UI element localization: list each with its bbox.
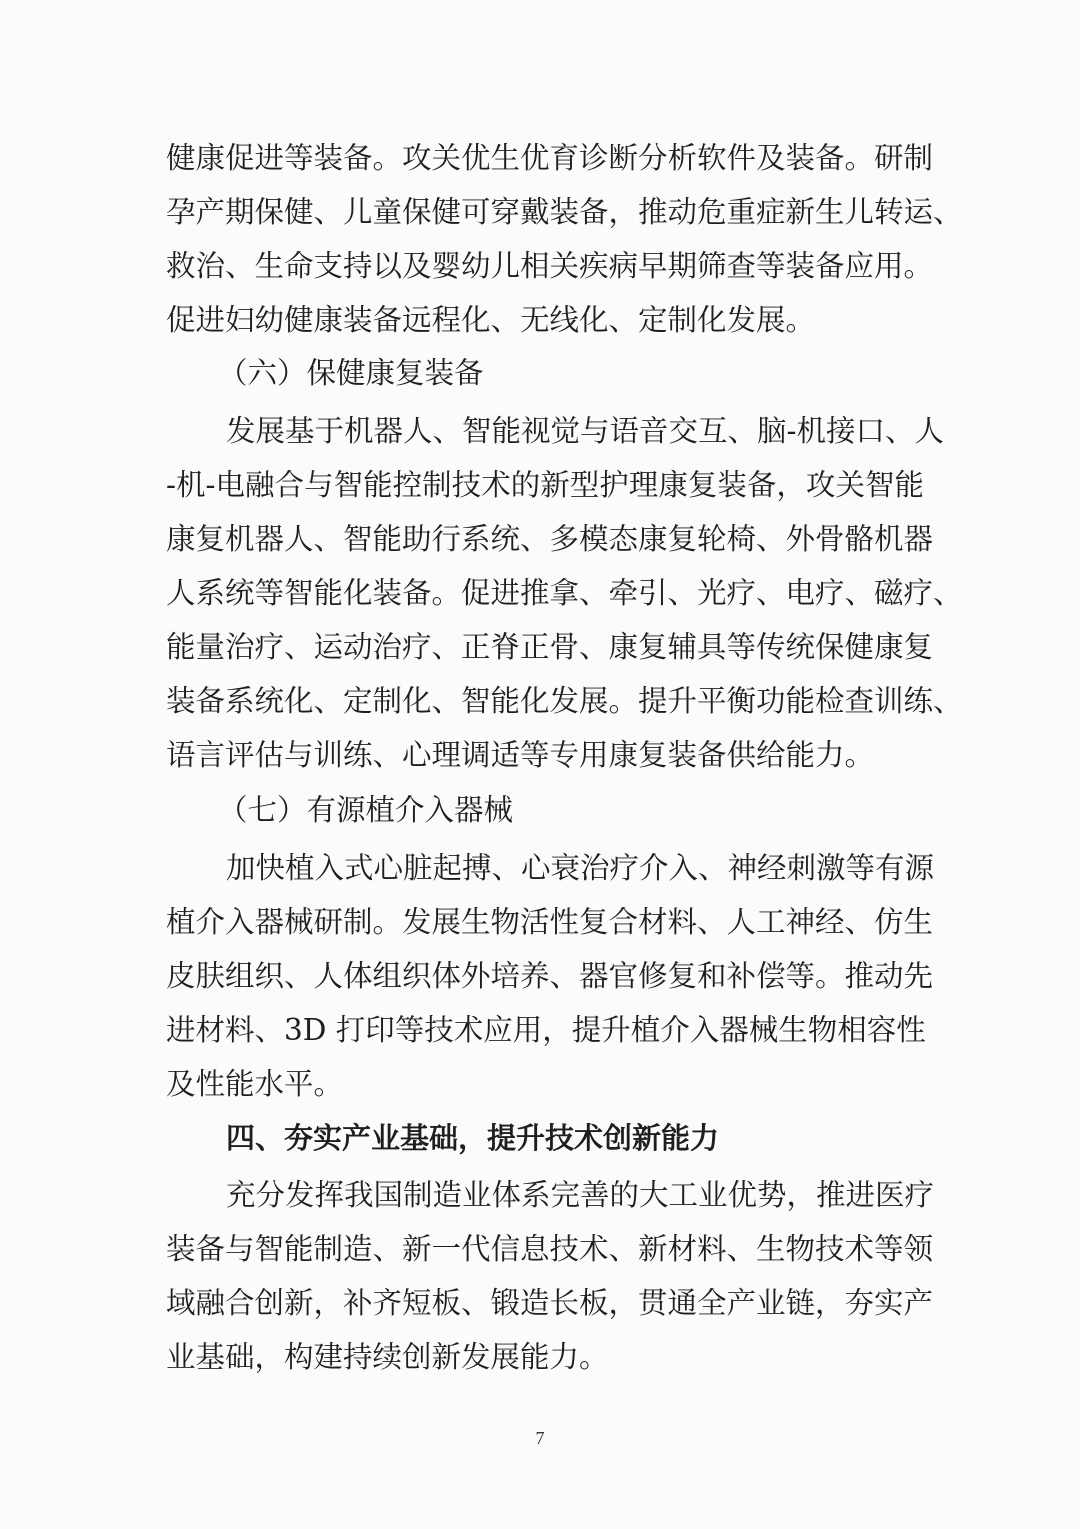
paragraph-line: 康复机器人、智能助行系统、多模态康复轮椅、外骨骼机器 bbox=[166, 522, 934, 556]
page-number: 7 bbox=[535, 1428, 545, 1448]
paragraph-line: 发展基于机器人、智能视觉与语音交互、脑-机接口、人 bbox=[226, 414, 944, 448]
paragraph-line: 装备与智能制造、新一代信息技术、新材料、生物技术等领 bbox=[166, 1232, 934, 1266]
paragraph-line: 及性能水平。 bbox=[166, 1067, 344, 1101]
paragraph-line: 皮肤组织、人体组织体外培养、器官修复和补偿等。推动先 bbox=[166, 959, 934, 993]
paragraph-line: 促进妇幼健康装备远程化、无线化、定制化发展。 bbox=[166, 303, 816, 337]
section-heading: 四、夯实产业基础，提升技术创新能力 bbox=[226, 1121, 720, 1155]
subheading-seven: （七）有源植介入器械 bbox=[218, 793, 514, 827]
subheading-six: （六）保健康复装备 bbox=[218, 356, 484, 390]
paragraph-line: -机-电融合与智能控制技术的新型护理康复装备，攻关智能 bbox=[166, 468, 924, 502]
paragraph-line: 能量治疗、运动治疗、正脊正骨、康复辅具等传统保健康复 bbox=[166, 630, 934, 664]
paragraph-line: 业基础，构建持续创新发展能力。 bbox=[166, 1340, 609, 1374]
paragraph-line: 进材料、3D 打印等技术应用，提升植介入器械生物相容性 bbox=[166, 1013, 926, 1047]
paragraph-line: 救治、生命支持以及婴幼儿相关疾病早期筛查等装备应用。 bbox=[166, 249, 934, 283]
paragraph-line: 加快植入式心脏起搏、心衰治疗介入、神经刺激等有源 bbox=[226, 851, 935, 885]
paragraph-line: 孕产期保健、儿童保健可穿戴装备，推动危重症新生儿转运、 bbox=[166, 195, 963, 229]
paragraph-line: 健康促进等装备。攻关优生优育诊断分析软件及装备。研制 bbox=[166, 141, 934, 175]
paragraph-line: 装备系统化、定制化、智能化发展。提升平衡功能检查训练、 bbox=[166, 684, 963, 718]
paragraph-line: 域融合创新，补齐短板、锻造长板，贯通全产业链，夯实产 bbox=[166, 1286, 934, 1320]
paragraph-line: 充分发挥我国制造业体系完善的大工业优势，推进医疗 bbox=[226, 1178, 935, 1212]
paragraph-line: 人系统等智能化装备。促进推拿、牵引、光疗、电疗、磁疗、 bbox=[166, 576, 963, 610]
paragraph-line: 植介入器械研制。发展生物活性复合材料、人工神经、仿生 bbox=[166, 905, 934, 939]
paragraph-line: 语言评估与训练、心理调适等专用康复装备供给能力。 bbox=[166, 738, 875, 772]
